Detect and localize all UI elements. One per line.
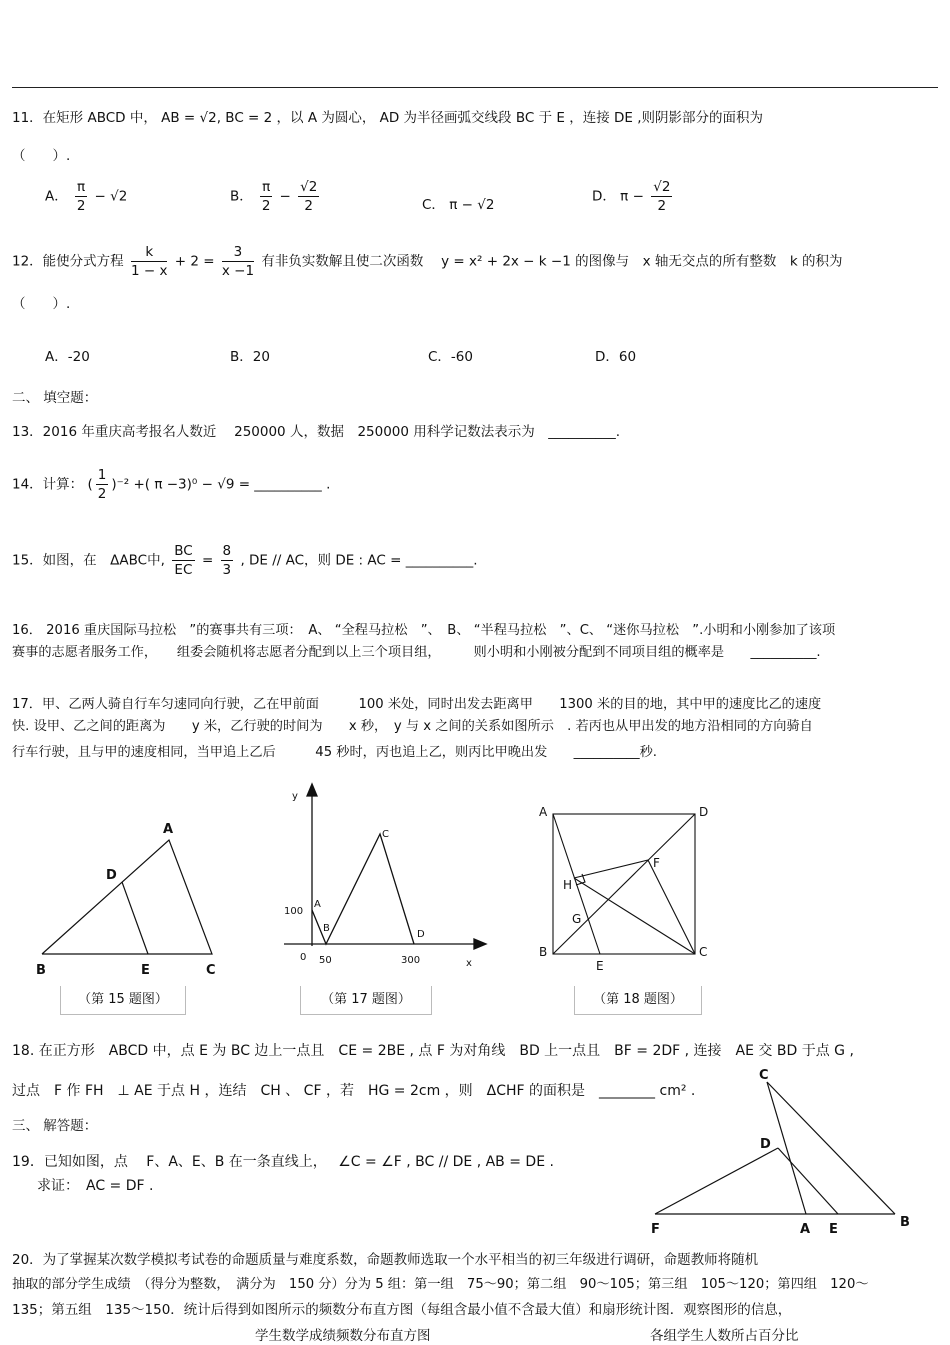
x-axis-arrow xyxy=(474,939,486,949)
point-a: A xyxy=(314,899,321,910)
q12-option-d: D．60 xyxy=(595,349,637,365)
tick-300: 300 xyxy=(401,955,421,966)
label-b: B xyxy=(539,945,548,959)
segment-ae xyxy=(553,814,600,954)
q12-f2-den: x −1 xyxy=(221,263,255,279)
option-b-mid: − xyxy=(279,188,291,205)
figure-19 xyxy=(645,1062,920,1240)
label-e: E xyxy=(829,1222,838,1237)
q15-eq: = xyxy=(201,552,214,569)
tick-100: 100 xyxy=(284,906,304,917)
section-fill-blank-heading: 二、 填空题： xyxy=(12,390,98,406)
figure-18-caption: （第 18 题图） xyxy=(574,986,702,1015)
label-c: C xyxy=(206,963,216,978)
tick-50: 50 xyxy=(319,955,332,966)
label-f: F xyxy=(653,856,660,870)
q12-option-a: A．-20 xyxy=(45,349,90,365)
option-b-den1: 2 xyxy=(261,198,271,214)
option-a-tail: − √2 xyxy=(94,188,128,205)
point-c: C xyxy=(382,829,389,840)
option-b-den2: 2 xyxy=(304,198,313,214)
q11-stem: 11．在矩形 ABCD 中， AB = √2, BC = 2 ，以 A 为圆心， AD 为半径画弧交线段 BC 于 E ，连接 DE ,则阴影部分的面积为 xyxy=(12,110,763,126)
q14-num: 1 xyxy=(97,467,107,483)
q15-f2-den: 3 xyxy=(222,562,232,578)
segment-cf xyxy=(648,860,695,954)
x-label: x xyxy=(466,958,472,969)
q14-open: ( xyxy=(87,476,93,493)
diagonal-bd xyxy=(553,814,695,954)
pie-chart-caption: 各组学生人数所占百分比 xyxy=(650,1328,799,1344)
header-rule xyxy=(12,87,938,88)
label-d: D xyxy=(699,805,709,819)
q17-line3: 行车行驶，且与甲的速度相同，当甲追上乙后 45 秒时，丙也追上乙，则丙比甲晚出发 __________秒. xyxy=(12,745,657,760)
q11-option-a xyxy=(45,178,127,215)
q20-line2: 抽取的部分学生成绩 （得分为整数， 满分为 150 分）分为 5 组：第一组 75～90；第二组 90～105；第三组 105～120；第四组 120～ xyxy=(12,1277,869,1292)
y-label: y xyxy=(292,791,298,802)
label-d: D xyxy=(760,1137,771,1152)
q16-line1: 16． 2016 重庆国际马拉松 ”的赛事共有三项： A、 “全程马拉松 ”、 B、 “半程马拉松 ”、C、 “迷你马拉松 ”.小明和小刚参加了该项 xyxy=(12,623,836,638)
option-b-label: B． xyxy=(230,188,253,205)
origin-label: 0 xyxy=(300,952,307,963)
label-e: E xyxy=(141,963,150,978)
q18-line1: 18. 在正方形 ABCD 中，点 E 为 BC 边上一点且 CE = 2BE , 点 F 为对角线 BD 上一点且 BF = 2DF , 连接 AE 交 BD 于点 G , xyxy=(12,1043,854,1059)
histogram-caption: 学生数学成绩频数分布直方图 xyxy=(255,1328,431,1344)
label-d: D xyxy=(106,868,117,883)
q12-f1-den: 1 − x xyxy=(130,263,168,279)
segment-fd xyxy=(655,1148,778,1214)
q12-mid: + 2 = xyxy=(174,253,215,270)
q16-line2: 赛事的志愿者服务工作， 组委会随机将志愿者分配到以上三个项目组， 则小明和小刚被分配到不同项目组的概率是 __________. xyxy=(12,645,821,660)
q12-stem xyxy=(12,243,842,280)
option-b-num1: π xyxy=(262,179,271,195)
label-a: A xyxy=(539,805,548,819)
label-g: G xyxy=(572,912,582,926)
q17-line1: 17．甲、乙两人骑自行车匀速同向行驶，乙在甲前面 100 米处，同时出发去距离甲 1300 米的目的地，其中甲的速度比乙的速度 xyxy=(12,697,822,712)
option-a-den: 2 xyxy=(76,198,86,214)
label-e: E xyxy=(596,959,604,973)
figure-17-caption: （第 17 题图） xyxy=(300,986,432,1015)
point-b: B xyxy=(323,923,330,934)
q15-rest: , DE // AC，则 DE : AC = __________. xyxy=(240,552,478,569)
label-c: C xyxy=(699,945,708,959)
q13-stem: 13．2016 年重庆高考报名人数近 250000 人，数据 250000 用科学记数法表示为 __________. xyxy=(12,424,621,440)
q14-den: 2 xyxy=(97,486,107,502)
q12-f1-num: k xyxy=(131,243,167,262)
q15-prefix: 15．如图，在 ΔABC中, xyxy=(12,552,165,569)
figure-17-graph xyxy=(280,780,490,970)
q11-option-c: C． π − √2 xyxy=(422,197,495,213)
q14-stem xyxy=(12,466,330,503)
q12-prefix: 12．能使分式方程 xyxy=(12,253,124,270)
q11-option-d xyxy=(592,178,675,215)
figure-15 xyxy=(30,815,230,985)
q15-f1-den: EC xyxy=(174,562,193,578)
q14-prefix: 14．计算： xyxy=(12,476,84,493)
label-b: B xyxy=(36,963,46,978)
q11-option-b xyxy=(230,178,322,215)
q12-f2-num: 3 xyxy=(222,243,254,262)
label-f: F xyxy=(651,1222,660,1237)
q17-line2: 快. 设甲、乙之间的距离为 y 米，乙行驶的时间为 x 秒， y 与 x 之间的关系如图所示 . 若丙也从甲出发的地方沿相同的方向骑自 xyxy=(12,719,813,734)
y-axis-arrow xyxy=(307,784,317,796)
q20-line3: 135；第五组 135～150．统计后得到如图所示的频数分布直方图（每组含最小值不含最大值）和扇形统计图．观察图形的信息， xyxy=(12,1302,792,1318)
option-a-num: π xyxy=(77,179,86,195)
q15-f1-num: BC xyxy=(174,543,193,559)
q20-line1: 20．为了掌握某次数学模拟考试卷的命题质量与难度系数，命题教师选取一个水平相当的初三年级进行调研，命题教师将随机 xyxy=(12,1252,759,1268)
q15-f2-num: 8 xyxy=(222,543,232,559)
option-b-num2: √2 xyxy=(300,179,318,195)
segment-fh xyxy=(574,860,648,878)
option-a-label: A． xyxy=(45,188,68,205)
q12-option-b: B．20 xyxy=(230,349,270,365)
option-d-den: 2 xyxy=(657,198,667,214)
q14-rest: )⁻² +( π −3)⁰ − √9 = __________ . xyxy=(111,476,331,493)
label-a: A xyxy=(163,822,174,837)
label-h: H xyxy=(563,878,573,892)
q12-suffix: 有非负实数解且使二次函数 y = x² + 2x − k −1 的图像与 x 轴无交点的所有整数 k 的积为 xyxy=(261,253,843,270)
option-d-num: √2 xyxy=(653,179,671,195)
q11-paren: （ ）. xyxy=(12,148,71,164)
q19-line2: 求证： AC = DF . xyxy=(37,1178,154,1194)
label-b: B xyxy=(900,1215,910,1230)
section-solution-heading: 三、 解答题： xyxy=(12,1118,98,1134)
q18-line2: 过点 F 作 FH ⊥ AE 于点 H ，连结 CH 、 CF ，若 HG = 2cm ，则 ΔCHF 的面积是 ________ cm² . xyxy=(12,1083,696,1099)
q19-line1: 19．已知如图，点 F、A、E、B 在一条直线上， ∠C = ∠F , BC // DE , AB = DE . xyxy=(12,1154,554,1170)
label-c: C xyxy=(759,1068,769,1083)
segment-de xyxy=(778,1148,838,1214)
segment-de xyxy=(122,882,148,954)
figure-15-caption: （第 15 题图） xyxy=(60,986,186,1015)
q12-paren: （ ）. xyxy=(12,296,71,312)
figure-18 xyxy=(530,800,720,980)
point-d: D xyxy=(417,929,425,940)
label-a: A xyxy=(800,1222,811,1237)
q15-stem xyxy=(12,542,478,579)
option-d-label: D． π − xyxy=(592,188,644,205)
q12-option-c: C．-60 xyxy=(428,349,473,365)
